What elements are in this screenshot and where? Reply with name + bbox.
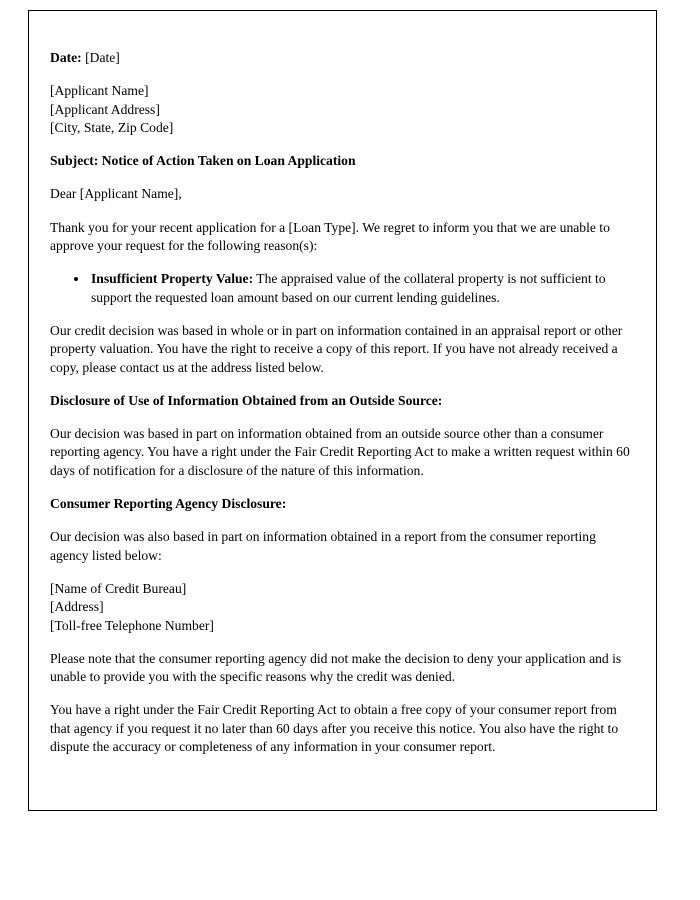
deny-decision-paragraph: Please note that the consumer reporting agency did not make the decision to deny your application and is unable to provide you with the specific reasons why the credit was denied. [50, 650, 622, 685]
fcra-rights-paragraph: You have a right under the Fair Credit Reporting Act to obtain a free copy of your consumer report from that agency if you request it no later than 60 days after you receive this notice. You also have the right to dispute the accuracy or completeness of any information in your consumer report. [50, 702, 619, 755]
subject-line: Subject: Notice of Action Taken on Loan Application [50, 153, 356, 169]
cra-paragraph: Our decision was also based in part on information obtained in a report from the consumer reporting agency listed below: [50, 529, 596, 563]
denial-reason-item [89, 270, 630, 307]
date-line [50, 49, 630, 67]
credit-bureau-address: [Address] [50, 599, 104, 615]
salutation: Dear [Applicant Name], [50, 186, 182, 202]
applicant-city-state-zip: [City, State, Zip Code] [50, 119, 174, 135]
appraisal-paragraph: Our credit decision was based in whole or in part on information contained in an appraisal report or other property valuation. You have the right to receive a copy of this report. If you have not already received a copy, please contact us at the address listed below. [50, 322, 623, 375]
letter-border-frame [28, 10, 657, 811]
credit-bureau-block [50, 580, 630, 635]
credit-bureau-phone: [Toll-free Telephone Number] [50, 617, 214, 633]
applicant-name: [Applicant Name] [50, 83, 149, 99]
applicant-address: [Applicant Address] [50, 101, 160, 117]
outside-source-paragraph: Our decision was based in part on information obtained from an outside source other than a consumer reporting agency. You have a right under the Fair Credit Reporting Act to make a written request within 60 days of notification for a disclosure of the nature of this information. [50, 426, 630, 478]
credit-bureau-name: [Name of Credit Bureau] [50, 580, 187, 596]
denial-reason-label: Insufficient Property Value: [91, 271, 254, 287]
outside-source-heading: Disclosure of Use of Information Obtained from an Outside Source: [50, 392, 443, 408]
denial-reason-list [50, 270, 630, 307]
cra-heading: Consumer Reporting Agency Disclosure: [50, 496, 287, 512]
date-value: [Date] [81, 50, 120, 65]
denial-reason-text: The appraised value of the collateral property is not sufficient to support the requested loan amount based on our current lending guidelines. [91, 271, 606, 305]
intro-paragraph: Thank you for your recent application for a [Loan Type]. We regret to inform you that we are unable to approve your request for the following reason(s): [50, 219, 610, 254]
date-label: Date: [50, 50, 82, 65]
applicant-address-block [50, 82, 630, 137]
